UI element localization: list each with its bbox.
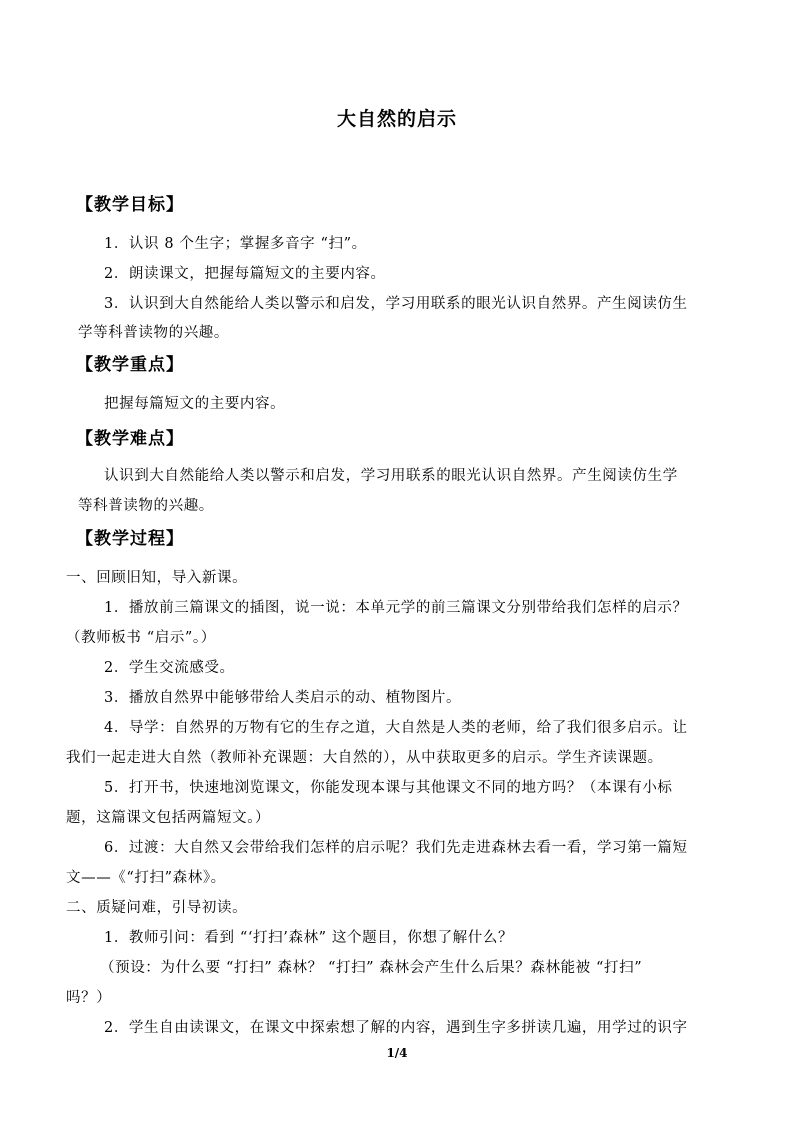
- section-2-item-2-line-1: 2．学生自由读课文，在课文中探索想了解的内容，遇到生字多拼读几遍，用学过的识字: [104, 1020, 688, 1036]
- section-1-title: 一、回顾旧知，导入新课。: [66, 570, 248, 586]
- section-2-title: 二、质疑问难，引导初读。: [66, 900, 248, 916]
- section-1-item-1-line-2: （教师板书 “启示”。）: [66, 630, 216, 646]
- heading-difficulties: 【教学难点】: [76, 429, 184, 449]
- heading-teaching-process: 【教学过程】: [76, 529, 184, 549]
- section-1-item-5-line-1: 5．打开书，快速地浏览课文，你能发现本课与其他课文不同的地方吗？（本课有小标: [104, 780, 673, 796]
- section-1-item-4-line-1: 4．导学：自然界的万物有它的生存之道，大自然是人类的老师，给了我们很多启示。让: [104, 720, 688, 736]
- goal-3-line-2: 学等科普读物的兴趣。: [78, 325, 229, 341]
- section-1-item-2: 2．学生交流感受。: [104, 660, 235, 676]
- section-2-item-1-note-line-2: 吗？）: [66, 990, 112, 1006]
- section-1-item-1-line-1: 1．播放前三篇课文的插图，说一说：本单元学的前三篇课文分别带给我们怎样的启示？: [104, 600, 688, 616]
- goal-1: 1．认识 8 个生字；掌握多音字 “扫”。: [104, 236, 367, 252]
- section-1-item-4-line-2: 我们一起走进大自然（教师补充课题：大自然的），从中获取更多的启示。学生齐读课题。: [66, 750, 663, 766]
- page-number: 1/4: [386, 1046, 408, 1060]
- heading-key-points: 【教学重点】: [76, 355, 184, 375]
- heading-teaching-goals: 【教学目标】: [76, 195, 184, 215]
- section-1-item-6-line-1: 6．过渡：大自然又会带给我们怎样的启示呢？我们先走进森林去看一看，学习第一篇短: [104, 840, 688, 856]
- goal-2: 2．朗读课文，把握每篇短文的主要内容。: [104, 266, 386, 282]
- section-2-item-1: 1．教师引问：看到 “‘打扫’森林” 这个题目，你想了解什么？: [104, 930, 514, 946]
- goal-3-line-1: 3．认识到大自然能给人类以警示和启发，学习用联系的眼光认识自然界。产生阅读仿生: [104, 296, 688, 312]
- section-1-item-3: 3．播放自然界中能够带给人类启示的动、植物图片。: [104, 690, 462, 706]
- document-title: 大自然的启示: [336, 108, 457, 130]
- difficulties-line-2: 等科普读物的兴趣。: [78, 498, 214, 514]
- difficulties-line-1: 认识到大自然能给人类以警示和启发，学习用联系的眼光认识自然界。产生阅读仿生学: [104, 468, 678, 484]
- section-1-item-5-line-2: 题，这篇课文包括两篇短文。）: [66, 810, 271, 826]
- section-1-item-6-line-2: 文——《“打扫”森林》。: [66, 870, 226, 886]
- section-2-item-1-note-line-1: （预设：为什么要 “打扫” 森林？ “打扫” 森林会产生什么后果？森林能被 “打扫”: [100, 960, 643, 976]
- key-points-text: 把握每篇短文的主要内容。: [104, 396, 286, 412]
